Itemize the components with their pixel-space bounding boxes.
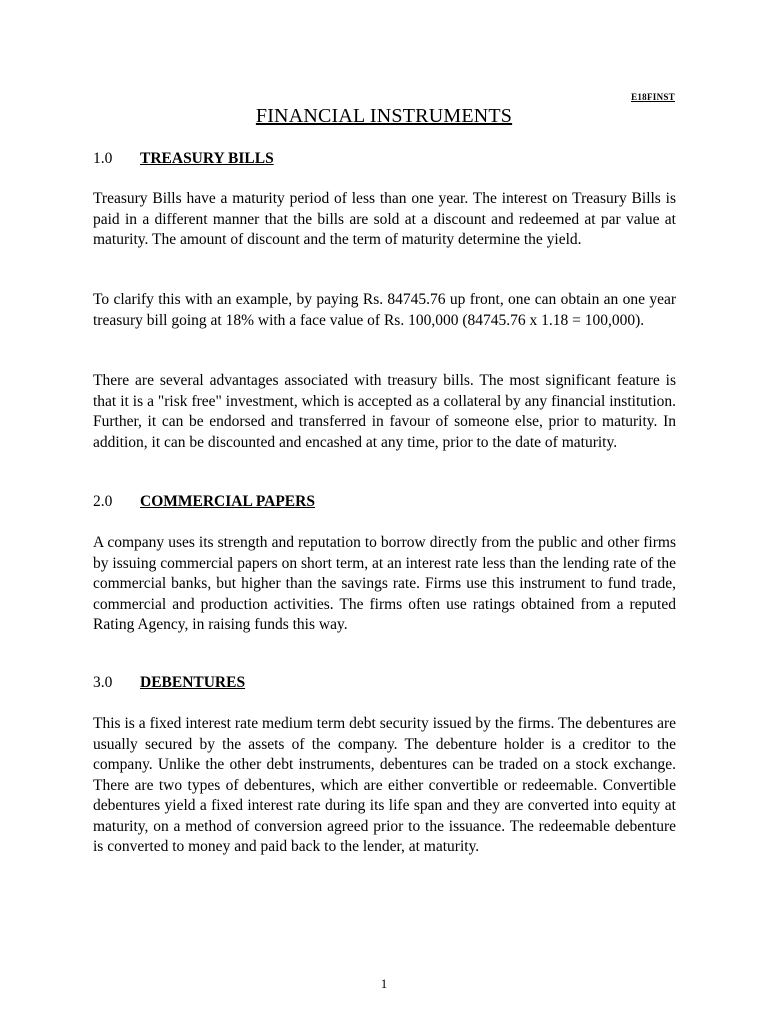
section-heading-commercial-papers <box>93 493 315 511</box>
section-number: 2.0 <box>93 493 113 510</box>
paragraph-treasury-bills-intro: Treasury Bills have a maturity period of less than one year. The interest on Treasury Bills is paid in a different manner that the bills are sold at a discount and redeemed at par value at maturity. The amount of discount and the term of maturity determine the yield. <box>93 190 676 248</box>
section-title: DEBENTURES <box>140 674 246 691</box>
section-heading-debentures <box>93 674 245 692</box>
paragraph-treasury-bills-advantages: There are several advantages associated with treasury bills. The most significant feature is that it is a "risk free" investment, which is accepted as a collateral by any financial institution. Further, it can be endorsed and transferred in favour of someone else, prior to maturity. In addition, it can be discounted and encashed at any time, prior to the date of maturity. <box>93 372 676 451</box>
paragraph-debentures: This is a fixed interest rate medium term debt security issued by the firms. The debentures are usually secured by the assets of the company. The debenture holder is a creditor to the company. Unlike the other debt instruments, debentures can be traded on a stock exchange. There are two types of debentures, which are either convertible or redeemable. Convertible debentures yield a fixed interest rate during its life span and they are converted into equity at maturity, on a method of conversion agreed prior to the issuance. The redeemable debenture is converted to money and paid back to the lender, at maturity. <box>93 715 676 855</box>
paragraph-commercial-papers: A company uses its strength and reputation to borrow directly from the public and other firms by issuing commercial papers on short term, at an interest rate less than the lending rate of the commercial banks, but higher than the savings rate. Firms use this instrument to fund trade, commercial and production activities. The firms often use ratings obtained from a reputed Rating Agency, in raising funds this way. <box>93 534 676 633</box>
section-number: 3.0 <box>93 674 113 691</box>
section-title: COMMERCIAL PAPERS <box>140 493 315 510</box>
document-code: E18FINST <box>631 92 675 102</box>
document-title: FINANCIAL INSTRUMENTS <box>255 105 513 127</box>
section-heading-treasury-bills <box>93 150 274 168</box>
section-number: 1.0 <box>93 150 113 167</box>
paragraph-treasury-bills-example: To clarify this with an example, by paying Rs. 84745.76 up front, one can obtain an one year treasury bill going at 18% with a face value of Rs. 100,000 (84745.76 x 1.18 = 100,000). <box>93 291 676 329</box>
page-number: 1 <box>380 976 388 991</box>
section-title: TREASURY BILLS <box>140 150 274 167</box>
